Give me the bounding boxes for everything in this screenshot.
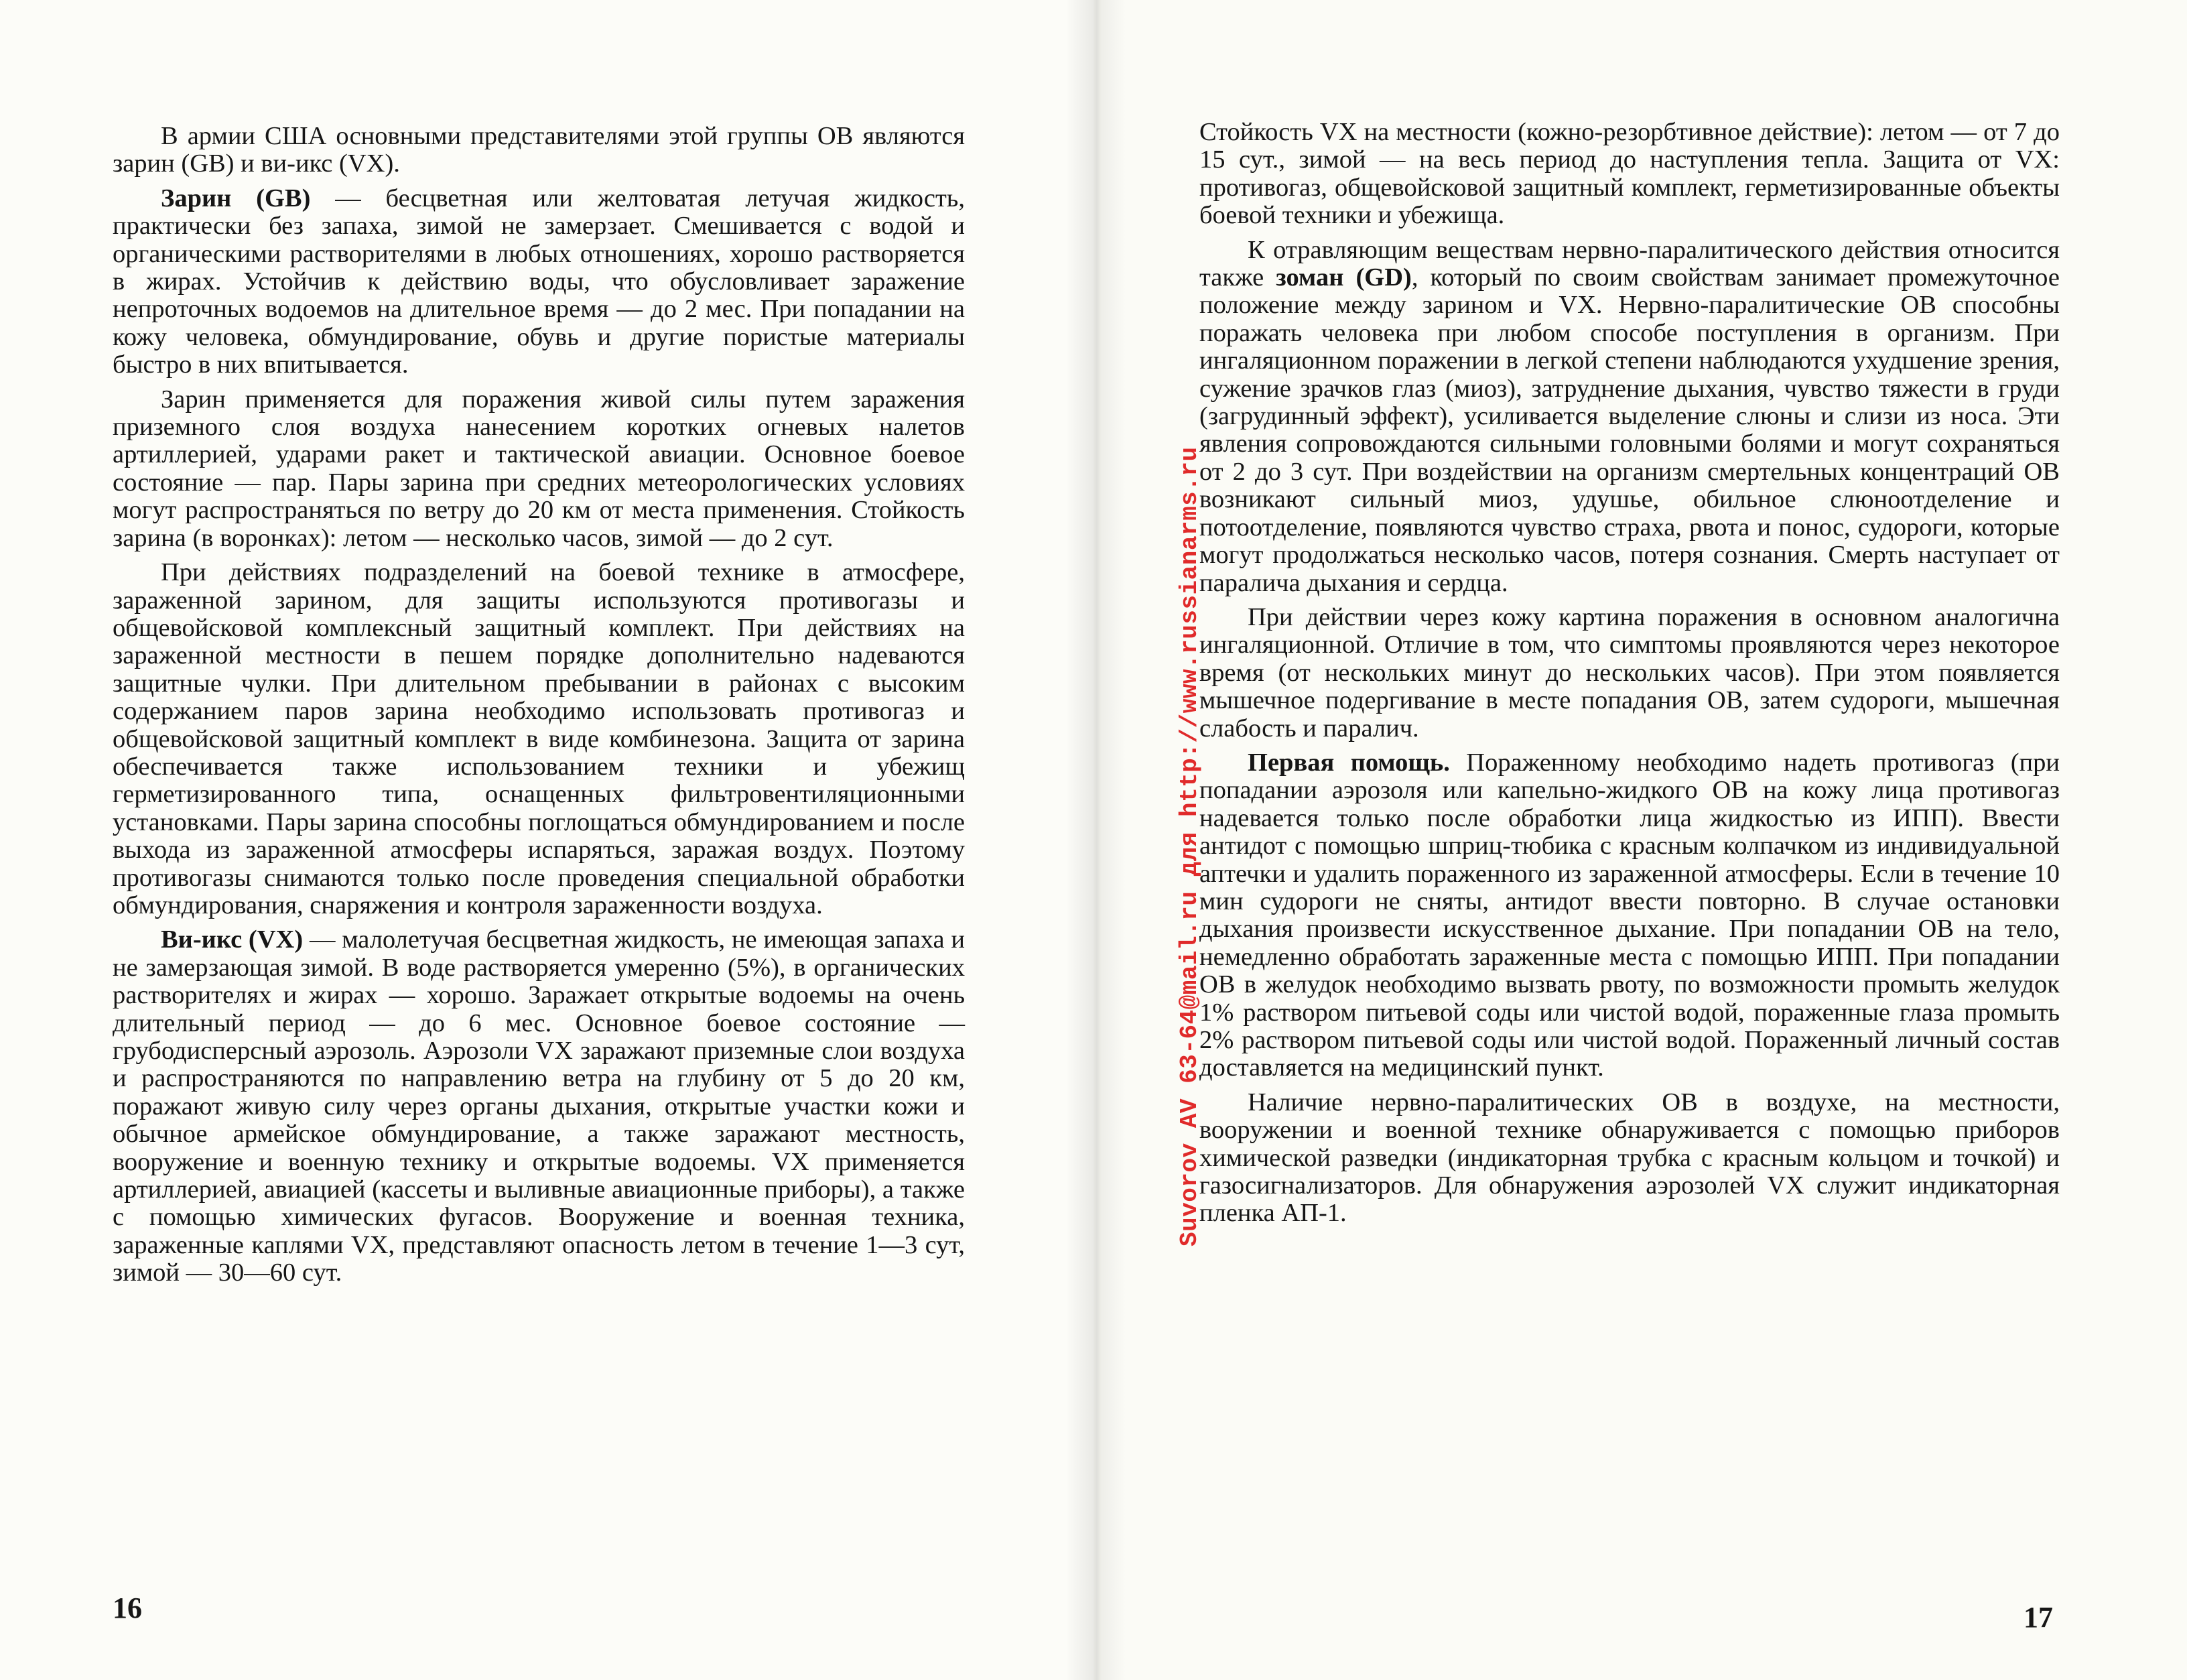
term-vx: Ви-икс (VX): [161, 925, 304, 954]
left-paragraph-4: При действиях подразделений на боевой технике в атмосфере, зараженной зарином, для защиты используются противогазы и общевойсковой комплексный защитный комплект. При действиях на зараженной местности в пешем порядке дополнительно надеваются защитные чулки. При длительном пребывании в районах с высоким содержанием паров зарина необходимо использовать противогаз и общевойсковой защитный комплект в виде комбинезона. Защита от зарина обеспечивается также использованием техники и убежищ герметизированного типа, оснащенных фильтровентиляционными установками. Пары зарина способны поглощаться обмундированием и после выхода из зараженной атмосферы испаряться, заражая воздух. Поэтому противогазы снимаются только после проведения специальной обработки обмундирования, снаряжения и контроля зараженности воздуха.: [113, 558, 965, 919]
right-paragraph-first-aid: Первая помощь. Пораженному необходимо надеть противогаз (при попадании аэрозоля или капельно-жидкого ОВ на кожу лица противогаз надевается только после обработки лица жидкостью из ИПП). Ввести антидот с помощью шприц-тюбика с красным колпачком из индивидуальной аптечки и удалить пораженного из зараженной атмосферы. Если в течение 10 мин судороги не сняты, антидот ввести повторно. В случае остановки дыхания произвести искусственное дыхание. При попадании ОВ на тело, немедленно обработать зараженные места с помощью ИПП. При попадании ОВ в желудок необходимо вызвать рвоту, по возможности промыть желудок 1% раствором питьевой соды или чистой водой, пораженные глаза промыть 2% раствором питьевой соды или чистой водой. Пораженный личный состав доставляется на медицинский пункт.: [1199, 748, 2060, 1082]
left-page-text: [113, 123, 965, 1287]
page-number-left: 16: [113, 1592, 142, 1624]
right-paragraph-5: Наличие нервно-паралитических ОВ в воздухе, на местности, вооружении и военной технике обнаруживается с помощью приборов химической разведки (индикаторная трубка с красным кольцом и точкой) и газосигнализаторов. Для обнаружения аэрозолей VX служит индикаторная пленка АП-1.: [1199, 1088, 2060, 1228]
left-paragraph-1: В армии США основными представителями этой группы ОВ являются зарин (GB) и ви-икс (VX).: [113, 122, 965, 178]
book-gutter: [1065, 0, 1126, 1680]
left-paragraph-3: Зарин применяется для поражения живой силы путем заражения приземного слоя воздуха нанесением коротких огневых налетов артиллерией, ударами ракет и тактической авиации. Основное боевое состояние — пар. Пары зарина при средних метеорологических условиях могут распространяться по ветру до 20 км от места применения. Стойкость зарина (в воронках): летом — несколько часов, зимой — до 2 сут.: [113, 385, 965, 552]
term-soman: зоман (GD): [1276, 263, 1412, 292]
right-paragraph-1: Стойкость VX на местности (кожно-резорбтивное действие): летом — от 7 до 15 сут., зимой — на весь период до наступления тепла. Защита от VX: противогаз, общевойсковой защитный комплект, герметизированные объекты боевой техники и убежища.: [1199, 118, 2060, 230]
right-paragraph-3: При действии через кожу картина поражения в основном аналогична ингаляционной. Отличие в том, что симптомы проявляются через некоторое время (от нескольких минут до нескольких часов). При этом появляется мышечное подергивание в месте попадания ОВ, затем судороги, мышечная слабость и паралич.: [1199, 602, 2060, 742]
right-page-text: [1199, 119, 2060, 1234]
left-paragraph-vx: Ви-икс (VX) — малолетучая бесцветная жидкость, не имеющая запаха и не замерзающая зимой. В воде растворяется умеренно (5%), в органических растворителях и жирах — хорошо. Заражает открытые водоемы на очень длительный период — до 6 мес. Основное боевое состояние — грубодисперсный аэрозоль. Аэрозоли VX заражают приземные слои воздуха и распространяются по направлению ветра на глубину от 5 до 20 км, поражают живую силу через органы дыхания, открытые участки кожи и обычное армейское обмундирование, а также заражают местность, вооружение и военную технику и открытые водоемы. VX применяется артиллерией, авиацией (кассеты и выливные авиационные приборы), а также с помощью химических фугасов. Вооружение и военная техника, зараженные каплями VX, представляют опасность летом в течение 1—3 сут, зимой — 30—60 сут.: [113, 925, 965, 1287]
watermark: Suvorov AV 63-64@mail.ru для http://www.russianarms.ru: [1176, 446, 1203, 1246]
left-paragraph-sarin: Зарин (GB) — бесцветная или желтоватая летучая жидкость, практически без запаха, зимой не замерзает. Смешивается с водой и органическими растворителями в любых отношениях, хорошо растворяется в жирах. Устойчив к действию воды, что обусловливает заражение непроточных водоемов на длительное время — до 2 мес. При попадании на кожу человека, обмундирование, обувь и другие пористые материалы быстро в них впитывается.: [113, 184, 965, 379]
page-number-right: 17: [2024, 1601, 2053, 1634]
term-first-aid: Первая помощь.: [1248, 748, 1450, 777]
term-sarin: Зарин (GB): [161, 184, 311, 212]
right-paragraph-soman: К отравляющим веществам нервно-паралитического действия относится также зоман (GD), который по своим свойствам занимает промежуточное положение между зарином и VX. Нервно-паралитические ОВ способны поражать человека при любом способе поступления в организм. При ингаляционном поражении в легкой степени наблюдаются ухудшение зрения, сужение зрачков глаз (миоз), затруднение дыхания, чувство тяжести в груди (загрудинный эффект), усиливается выделение слюны и слизи из носа. Эти явления сопровождаются сильными головными болями и могут сохраняться от 2 до 3 сут. При воздействии на организм смертельных концентраций ОВ возникают сильный миоз, удушье, обильное слюноотделение и потоотделение, появляются чувство страха, рвота и понос, судороги, которые могут продолжаться несколько часов, потеря сознания. Смерть наступает от паралича дыхания и сердца.: [1199, 235, 2060, 597]
